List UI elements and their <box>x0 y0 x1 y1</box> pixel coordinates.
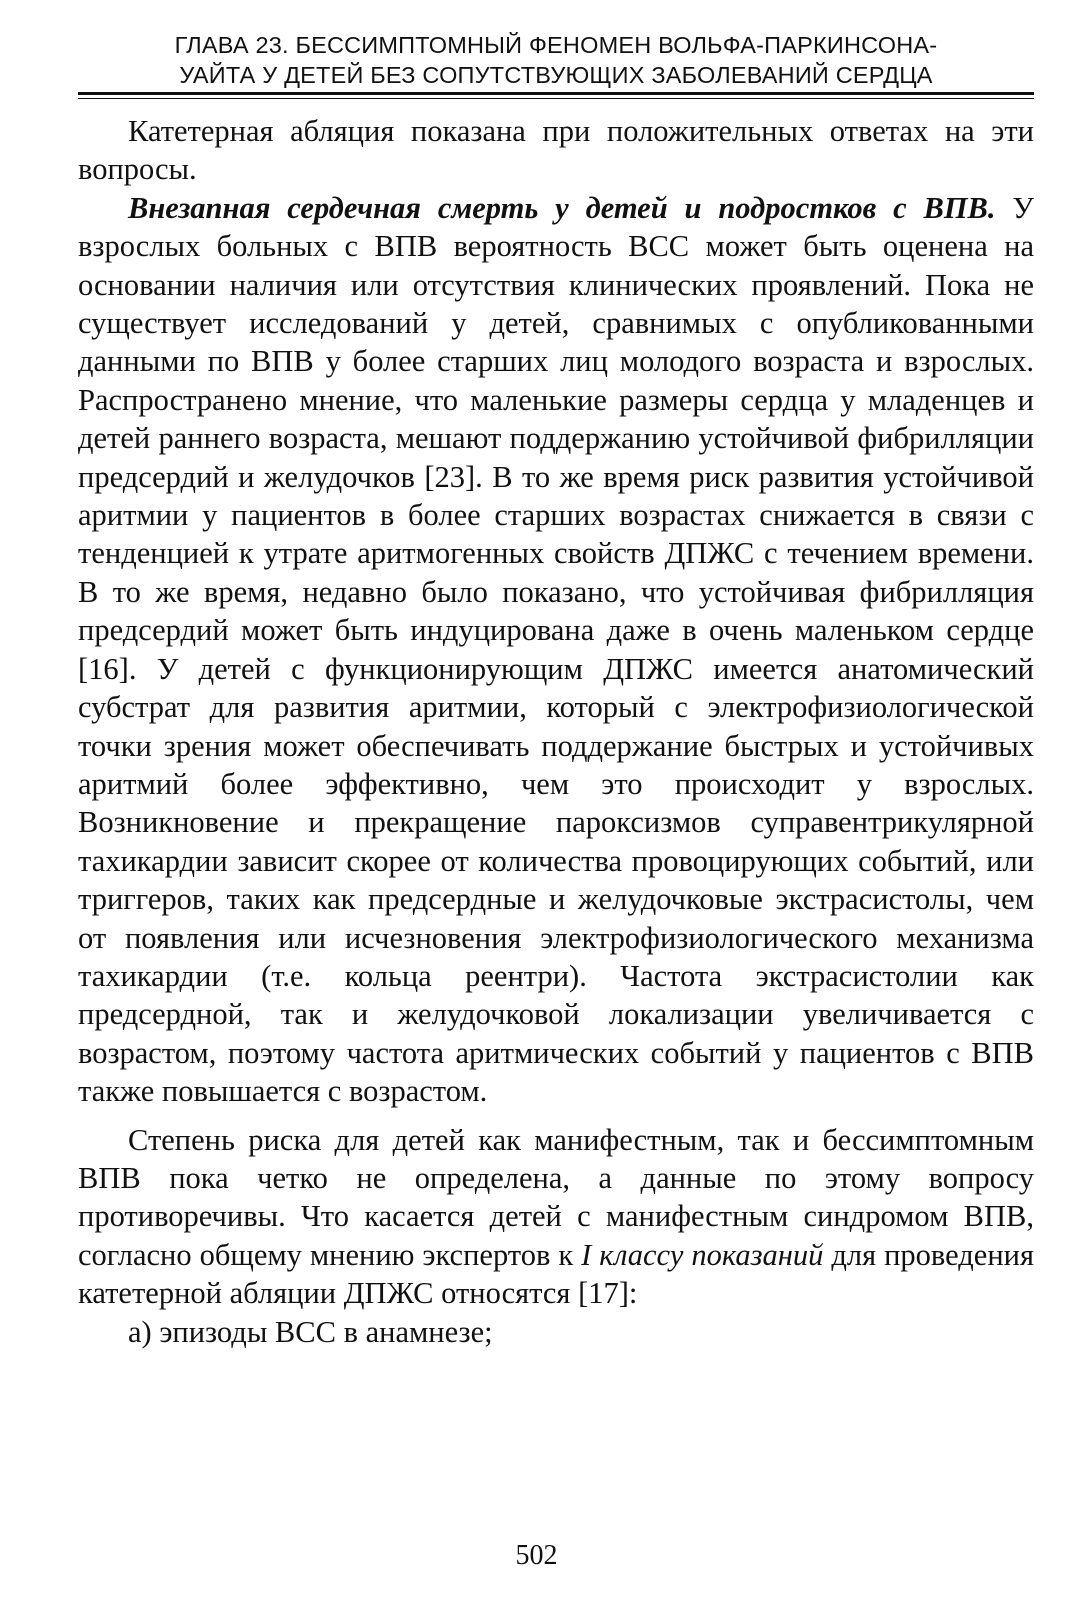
paragraph-3-italic: I классу показаний <box>581 1237 824 1272</box>
paragraph-2-text: У взрослых больных с ВПВ вероятность ВСС может быть оценена на основании наличия или отсутствия клинических проявлений. Пока не существует исследований у детей, сравнимых с опубликованными данными по ВПВ у более старших лиц молодого возраста и взрослых. Распространено мнение, что маленькие размеры сердца у младенцев и детей раннего возраста, мешают поддержанию устойчивой фибрилляции предсердий и желудочков [23]. В то же время риск развития устойчивой аритмии у пациентов в более старших возрастах снижается в связи с тенденцией к утрате аритмогенных свойств ДПЖС с течением времени. В то же время, недавно было показано, что устойчивая фибрилляция предсердий может быть индуцирована даже в очень маленьком сердце [16]. У детей с функционирующим ДПЖС имеется анатомический субстрат для развития аритмии, который с электрофизиологической точки зрения может обеспечивать поддержание быстрых и устойчивых аритмий более эффективно, чем это происходит у взрослых. Возникновение и прекращение пароксизмов суправентрикулярной тахикардии зависит скорее от количества провоцирующих событий, или триггеров, таких как предсердные и желудочковые экстрасистолы, чем от появления или исчезновения электрофизиологического механизма тахикардии (т.е. кольца реентри). Частота экстрасистолии как предсердной, так и желудочковой локализации увеличивается с возрастом, поэтому частота аритмических событий у пациентов с ВПВ также повышается с возрастом. <box>78 190 1034 1109</box>
list-item-a: а) эпизоды ВСС в анамнезе; <box>128 1314 493 1349</box>
body-text <box>78 112 1034 1351</box>
chapter-header <box>78 30 1034 90</box>
paragraph-2-heading: Внезапная сердечная смерть у детей и подростков с ВПВ. <box>128 190 996 225</box>
paragraph-2 <box>78 189 1034 1111</box>
paragraph-3-text-b: для проведения катетерной абляции ДПЖС относятся [17]: <box>78 1237 1035 1311</box>
header-rule-thin <box>78 98 1034 99</box>
header-rule-thick <box>78 92 1034 95</box>
chapter-header-line-1: ГЛАВА 23. БЕССИМПТОМНЫЙ ФЕНОМЕН ВОЛЬФА-ПАРКИНСОНА- <box>174 32 938 58</box>
paragraph-3 <box>78 1121 1034 1313</box>
chapter-header-line-2: УАЙТА У ДЕТЕЙ БЕЗ СОПУТСТВУЮЩИХ ЗАБОЛЕВАНИЙ СЕРДЦА <box>179 62 933 88</box>
paragraph-1: Катетерная абляция показана при положительных ответах на эти вопросы. <box>78 114 1034 187</box>
paragraph-3-text-a: Степень риска для детей как манифестным, так и бессимптомным ВПВ пока четко не определена, а данные по этому вопросу противоречивы. Что касается детей с манифестным синдромом ВПВ, согласно общему мнению экспертов к <box>78 1122 1034 1272</box>
page-number: 502 <box>515 1540 558 1571</box>
